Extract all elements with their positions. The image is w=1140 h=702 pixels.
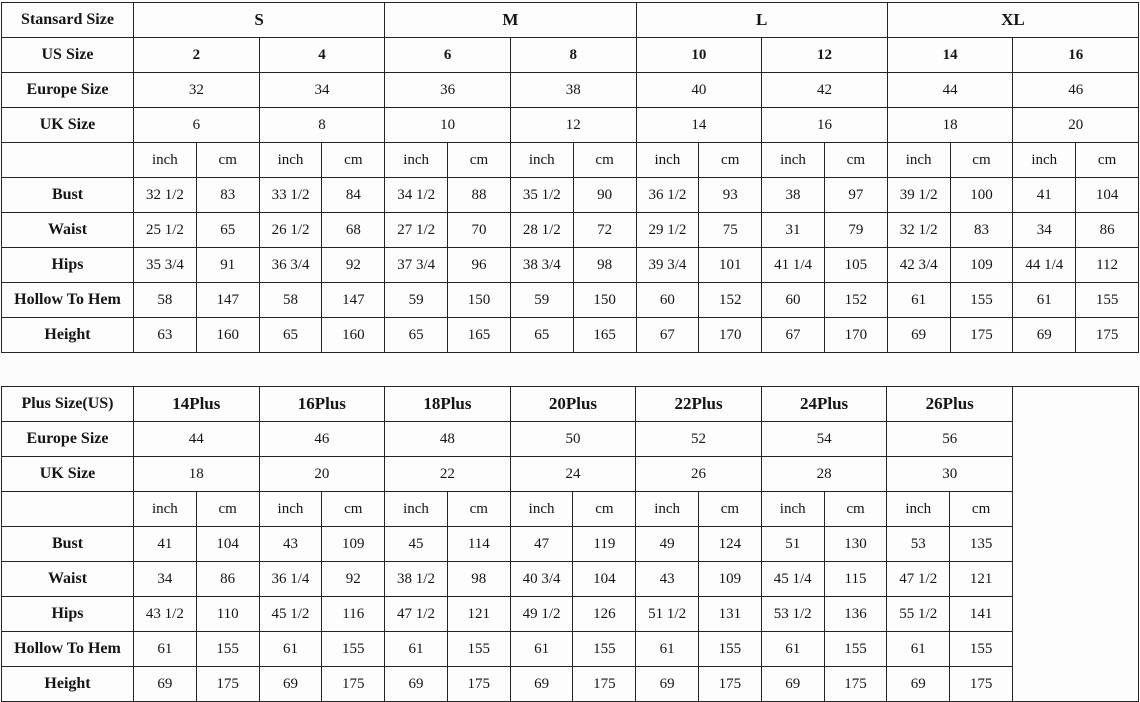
europe-size-cell: 44: [887, 73, 1013, 108]
unit-inch-cell: inch: [134, 143, 197, 178]
measure-value-cell: 175: [950, 318, 1013, 353]
measure-value-cell: 65: [385, 318, 448, 353]
measure-value-cell: 152: [824, 283, 887, 318]
measure-value-cell: 121: [950, 562, 1013, 597]
measure-value-cell: 49 1/2: [510, 597, 573, 632]
measure-value-cell: 39 1/2: [887, 178, 950, 213]
measure-value-cell: 33 1/2: [259, 178, 322, 213]
measure-value-cell: 100: [950, 178, 1013, 213]
uk-size-cell: 30: [887, 457, 1013, 492]
table-row: [2, 527, 1139, 562]
row-label: UK Size: [2, 108, 134, 143]
measure-value-cell: 53 1/2: [761, 597, 824, 632]
us-size-cell: 2: [134, 38, 260, 73]
table-row: [2, 213, 1139, 248]
europe-size-cell: 50: [510, 422, 636, 457]
measure-value-cell: 109: [322, 527, 385, 562]
measure-value-cell: 155: [322, 632, 385, 667]
row-label: Height: [2, 318, 134, 353]
measure-value-cell: 27 1/2: [385, 213, 448, 248]
measure-value-cell: 175: [699, 667, 762, 702]
table-row: [2, 422, 1139, 457]
unit-cm-cell: cm: [950, 492, 1013, 527]
unit-cm-cell: cm: [196, 492, 259, 527]
measure-value-cell: 175: [447, 667, 510, 702]
measure-value-cell: 90: [573, 178, 636, 213]
unit-inch-cell: inch: [510, 492, 573, 527]
measure-value-cell: 155: [950, 632, 1013, 667]
measure-value-cell: 45 1/4: [761, 562, 824, 597]
empty-corner-cell: [2, 492, 134, 527]
europe-size-cell: 52: [636, 422, 762, 457]
measure-value-cell: 67: [636, 318, 699, 353]
unit-cm-cell: cm: [573, 143, 636, 178]
measure-value-cell: 25 1/2: [134, 213, 197, 248]
measure-value-cell: 65: [259, 318, 322, 353]
row-label: Hips: [2, 597, 134, 632]
uk-size-cell: 22: [385, 457, 511, 492]
measure-value-cell: 155: [196, 632, 259, 667]
measure-value-cell: 55 1/2: [887, 597, 950, 632]
table-row: [2, 38, 1139, 73]
measure-value-cell: 165: [448, 318, 511, 353]
table-row: [2, 457, 1139, 492]
plus-size-table: [1, 386, 1139, 702]
unit-inch-cell: inch: [134, 492, 197, 527]
measure-value-cell: 59: [510, 283, 573, 318]
measure-value-cell: 86: [1076, 213, 1139, 248]
unit-inch-cell: inch: [761, 492, 824, 527]
measure-value-cell: 61: [887, 283, 950, 318]
measure-value-cell: 65: [510, 318, 573, 353]
table-row: [2, 667, 1139, 702]
europe-size-cell: 40: [636, 73, 762, 108]
measure-value-cell: 69: [761, 667, 824, 702]
measure-value-cell: 45 1/2: [259, 597, 322, 632]
measure-value-cell: 69: [259, 667, 322, 702]
us-size-cell: 14: [887, 38, 1013, 73]
measure-value-cell: 58: [134, 283, 197, 318]
measure-value-cell: 155: [699, 632, 762, 667]
measure-value-cell: 37 3/4: [385, 248, 448, 283]
measure-value-cell: 92: [322, 562, 385, 597]
measure-value-cell: 98: [447, 562, 510, 597]
measure-value-cell: 31: [762, 213, 825, 248]
europe-size-cell: 44: [134, 422, 260, 457]
measure-value-cell: 70: [448, 213, 511, 248]
size-group-cell: M: [385, 3, 636, 38]
plus-size-table-body: [2, 387, 1139, 702]
table-row: [2, 318, 1139, 353]
row-label: Waist: [2, 562, 134, 597]
measure-value-cell: 43: [259, 527, 322, 562]
table-row: [2, 492, 1139, 527]
table-row: [2, 143, 1139, 178]
measure-value-cell: 65: [196, 213, 259, 248]
measure-value-cell: 110: [196, 597, 259, 632]
europe-size-cell: 32: [134, 73, 260, 108]
measure-value-cell: 72: [573, 213, 636, 248]
measure-value-cell: 44 1/4: [1013, 248, 1076, 283]
measure-value-cell: 165: [573, 318, 636, 353]
unit-cm-cell: cm: [699, 492, 762, 527]
measure-value-cell: 61: [259, 632, 322, 667]
uk-size-cell: 26: [636, 457, 762, 492]
measure-value-cell: 75: [699, 213, 762, 248]
measure-value-cell: 43 1/2: [134, 597, 197, 632]
measure-value-cell: 38 3/4: [510, 248, 573, 283]
europe-size-cell: 46: [1013, 73, 1139, 108]
measure-value-cell: 130: [824, 527, 887, 562]
measure-value-cell: 147: [196, 283, 259, 318]
measure-value-cell: 86: [196, 562, 259, 597]
measure-value-cell: 41 1/4: [762, 248, 825, 283]
measure-value-cell: 105: [824, 248, 887, 283]
unit-cm-cell: cm: [448, 143, 511, 178]
measure-value-cell: 26 1/2: [259, 213, 322, 248]
measure-value-cell: 47 1/2: [385, 597, 448, 632]
measure-value-cell: 36 1/2: [636, 178, 699, 213]
us-size-cell: 4: [259, 38, 385, 73]
measure-value-cell: 160: [322, 318, 385, 353]
measure-value-cell: 35 1/2: [510, 178, 573, 213]
measure-value-cell: 47 1/2: [887, 562, 950, 597]
unit-cm-cell: cm: [573, 492, 636, 527]
measure-value-cell: 141: [950, 597, 1013, 632]
size-group-cell: L: [636, 3, 887, 38]
size-group-cell: 14Plus: [134, 387, 260, 422]
measure-value-cell: 83: [950, 213, 1013, 248]
measure-value-cell: 28 1/2: [510, 213, 573, 248]
uk-size-cell: 20: [1013, 108, 1139, 143]
table-row: [2, 632, 1139, 667]
corner-label: Stansard Size: [2, 3, 134, 38]
measure-value-cell: 98: [573, 248, 636, 283]
measure-value-cell: 104: [1076, 178, 1139, 213]
measure-value-cell: 61: [761, 632, 824, 667]
us-size-cell: 6: [385, 38, 511, 73]
measure-value-cell: 136: [824, 597, 887, 632]
uk-size-cell: 24: [510, 457, 636, 492]
uk-size-cell: 18: [134, 457, 260, 492]
row-label: Hollow To Hem: [2, 283, 134, 318]
size-group-cell: 16Plus: [259, 387, 385, 422]
measure-value-cell: 36 1/4: [259, 562, 322, 597]
empty-corner-cell: [2, 143, 134, 178]
measure-value-cell: 155: [824, 632, 887, 667]
standard-size-table: [1, 2, 1139, 353]
measure-value-cell: 93: [699, 178, 762, 213]
size-group-cell: 20Plus: [510, 387, 636, 422]
measure-value-cell: 155: [573, 632, 636, 667]
measure-value-cell: 61: [887, 632, 950, 667]
measure-value-cell: 84: [322, 178, 385, 213]
measure-value-cell: 155: [1076, 283, 1139, 318]
measure-value-cell: 116: [322, 597, 385, 632]
table-row: [2, 178, 1139, 213]
uk-size-cell: 28: [761, 457, 887, 492]
europe-size-cell: 54: [761, 422, 887, 457]
standard-size-table-body: [2, 3, 1139, 353]
unit-inch-cell: inch: [259, 143, 322, 178]
europe-size-cell: 38: [510, 73, 636, 108]
measure-value-cell: 175: [950, 667, 1013, 702]
europe-size-cell: 36: [385, 73, 511, 108]
uk-size-cell: 10: [385, 108, 511, 143]
uk-size-cell: 18: [887, 108, 1013, 143]
uk-size-cell: 14: [636, 108, 762, 143]
measure-value-cell: 97: [824, 178, 887, 213]
unit-cm-cell: cm: [322, 143, 385, 178]
us-size-cell: 16: [1013, 38, 1139, 73]
measure-value-cell: 114: [447, 527, 510, 562]
empty-filler-cell: [1013, 387, 1139, 702]
measure-value-cell: 69: [510, 667, 573, 702]
measure-value-cell: 83: [196, 178, 259, 213]
measure-value-cell: 135: [950, 527, 1013, 562]
measure-value-cell: 92: [322, 248, 385, 283]
measure-value-cell: 60: [636, 283, 699, 318]
measure-value-cell: 59: [385, 283, 448, 318]
table-row: [2, 73, 1139, 108]
unit-inch-cell: inch: [510, 143, 573, 178]
size-group-cell: S: [134, 3, 385, 38]
measure-value-cell: 155: [447, 632, 510, 667]
row-label: US Size: [2, 38, 134, 73]
measure-value-cell: 39 3/4: [636, 248, 699, 283]
measure-value-cell: 104: [573, 562, 636, 597]
unit-cm-cell: cm: [824, 492, 887, 527]
unit-inch-cell: inch: [636, 143, 699, 178]
measure-value-cell: 49: [636, 527, 699, 562]
measure-value-cell: 34: [134, 562, 197, 597]
measure-value-cell: 175: [196, 667, 259, 702]
measure-value-cell: 104: [196, 527, 259, 562]
measure-value-cell: 175: [824, 667, 887, 702]
measure-value-cell: 124: [699, 527, 762, 562]
size-group-cell: 22Plus: [636, 387, 762, 422]
measure-value-cell: 43: [636, 562, 699, 597]
row-label: Height: [2, 667, 134, 702]
unit-cm-cell: cm: [824, 143, 887, 178]
unit-inch-cell: inch: [762, 143, 825, 178]
measure-value-cell: 51 1/2: [636, 597, 699, 632]
measure-value-cell: 88: [448, 178, 511, 213]
measure-value-cell: 175: [322, 667, 385, 702]
unit-inch-cell: inch: [385, 492, 448, 527]
measure-value-cell: 40 3/4: [510, 562, 573, 597]
table-row: [2, 108, 1139, 143]
measure-value-cell: 51: [761, 527, 824, 562]
measure-value-cell: 160: [196, 318, 259, 353]
us-size-cell: 8: [510, 38, 636, 73]
measure-value-cell: 69: [385, 667, 448, 702]
row-label: UK Size: [2, 457, 134, 492]
table-row: [2, 387, 1139, 422]
measure-value-cell: 119: [573, 527, 636, 562]
uk-size-cell: 6: [134, 108, 260, 143]
europe-size-cell: 42: [762, 73, 888, 108]
measure-value-cell: 35 3/4: [134, 248, 197, 283]
corner-label: Plus Size(US): [2, 387, 134, 422]
europe-size-cell: 48: [385, 422, 511, 457]
measure-value-cell: 67: [762, 318, 825, 353]
unit-cm-cell: cm: [699, 143, 762, 178]
table-row: [2, 3, 1139, 38]
measure-value-cell: 79: [824, 213, 887, 248]
unit-cm-cell: cm: [322, 492, 385, 527]
measure-value-cell: 69: [887, 667, 950, 702]
size-group-cell: 24Plus: [761, 387, 887, 422]
measure-value-cell: 150: [573, 283, 636, 318]
measure-value-cell: 47: [510, 527, 573, 562]
measure-value-cell: 32 1/2: [887, 213, 950, 248]
measure-value-cell: 69: [1013, 318, 1076, 353]
uk-size-cell: 12: [510, 108, 636, 143]
measure-value-cell: 34 1/2: [385, 178, 448, 213]
measure-value-cell: 45: [385, 527, 448, 562]
us-size-cell: 12: [762, 38, 888, 73]
measure-value-cell: 152: [699, 283, 762, 318]
measure-value-cell: 131: [699, 597, 762, 632]
measure-value-cell: 34: [1013, 213, 1076, 248]
measure-value-cell: 38 1/2: [385, 562, 448, 597]
row-label: Waist: [2, 213, 134, 248]
unit-cm-cell: cm: [196, 143, 259, 178]
row-label: Hollow To Hem: [2, 632, 134, 667]
unit-cm-cell: cm: [447, 492, 510, 527]
measure-value-cell: 109: [950, 248, 1013, 283]
measure-value-cell: 42 3/4: [887, 248, 950, 283]
measure-value-cell: 155: [950, 283, 1013, 318]
europe-size-cell: 34: [259, 73, 385, 108]
measure-value-cell: 150: [448, 283, 511, 318]
table-row: [2, 562, 1139, 597]
measure-value-cell: 61: [385, 632, 448, 667]
table-row: [2, 248, 1139, 283]
europe-size-cell: 46: [259, 422, 385, 457]
measure-value-cell: 175: [573, 667, 636, 702]
measure-value-cell: 96: [448, 248, 511, 283]
measure-value-cell: 115: [824, 562, 887, 597]
measure-value-cell: 61: [636, 632, 699, 667]
measure-value-cell: 68: [322, 213, 385, 248]
measure-value-cell: 29 1/2: [636, 213, 699, 248]
unit-inch-cell: inch: [1013, 143, 1076, 178]
unit-inch-cell: inch: [385, 143, 448, 178]
measure-value-cell: 41: [134, 527, 197, 562]
measure-value-cell: 69: [887, 318, 950, 353]
row-label: Europe Size: [2, 73, 134, 108]
measure-value-cell: 91: [196, 248, 259, 283]
measure-value-cell: 69: [636, 667, 699, 702]
unit-cm-cell: cm: [1076, 143, 1139, 178]
measure-value-cell: 41: [1013, 178, 1076, 213]
measure-value-cell: 63: [134, 318, 197, 353]
uk-size-cell: 20: [259, 457, 385, 492]
measure-value-cell: 101: [699, 248, 762, 283]
uk-size-cell: 16: [762, 108, 888, 143]
measure-value-cell: 61: [510, 632, 573, 667]
size-group-cell: 18Plus: [385, 387, 511, 422]
measure-value-cell: 170: [824, 318, 887, 353]
size-group-cell: 26Plus: [887, 387, 1013, 422]
measure-value-cell: 170: [699, 318, 762, 353]
measure-value-cell: 60: [762, 283, 825, 318]
unit-inch-cell: inch: [887, 143, 950, 178]
unit-inch-cell: inch: [636, 492, 699, 527]
measure-value-cell: 58: [259, 283, 322, 318]
measure-value-cell: 121: [447, 597, 510, 632]
europe-size-cell: 56: [887, 422, 1013, 457]
measure-value-cell: 38: [762, 178, 825, 213]
measure-value-cell: 53: [887, 527, 950, 562]
measure-value-cell: 61: [134, 632, 197, 667]
measure-value-cell: 61: [1013, 283, 1076, 318]
measure-value-cell: 112: [1076, 248, 1139, 283]
row-label: Bust: [2, 178, 134, 213]
measure-value-cell: 32 1/2: [134, 178, 197, 213]
measure-value-cell: 109: [699, 562, 762, 597]
table-gap: [1, 353, 1139, 386]
unit-cm-cell: cm: [950, 143, 1013, 178]
measure-value-cell: 147: [322, 283, 385, 318]
unit-inch-cell: inch: [259, 492, 322, 527]
measure-value-cell: 69: [134, 667, 197, 702]
uk-size-cell: 8: [259, 108, 385, 143]
size-group-cell: XL: [887, 3, 1138, 38]
table-row: [2, 597, 1139, 632]
row-label: Bust: [2, 527, 134, 562]
us-size-cell: 10: [636, 38, 762, 73]
unit-inch-cell: inch: [887, 492, 950, 527]
row-label: Europe Size: [2, 422, 134, 457]
measure-value-cell: 126: [573, 597, 636, 632]
measure-value-cell: 175: [1076, 318, 1139, 353]
row-label: Hips: [2, 248, 134, 283]
table-row: [2, 283, 1139, 318]
measure-value-cell: 36 3/4: [259, 248, 322, 283]
